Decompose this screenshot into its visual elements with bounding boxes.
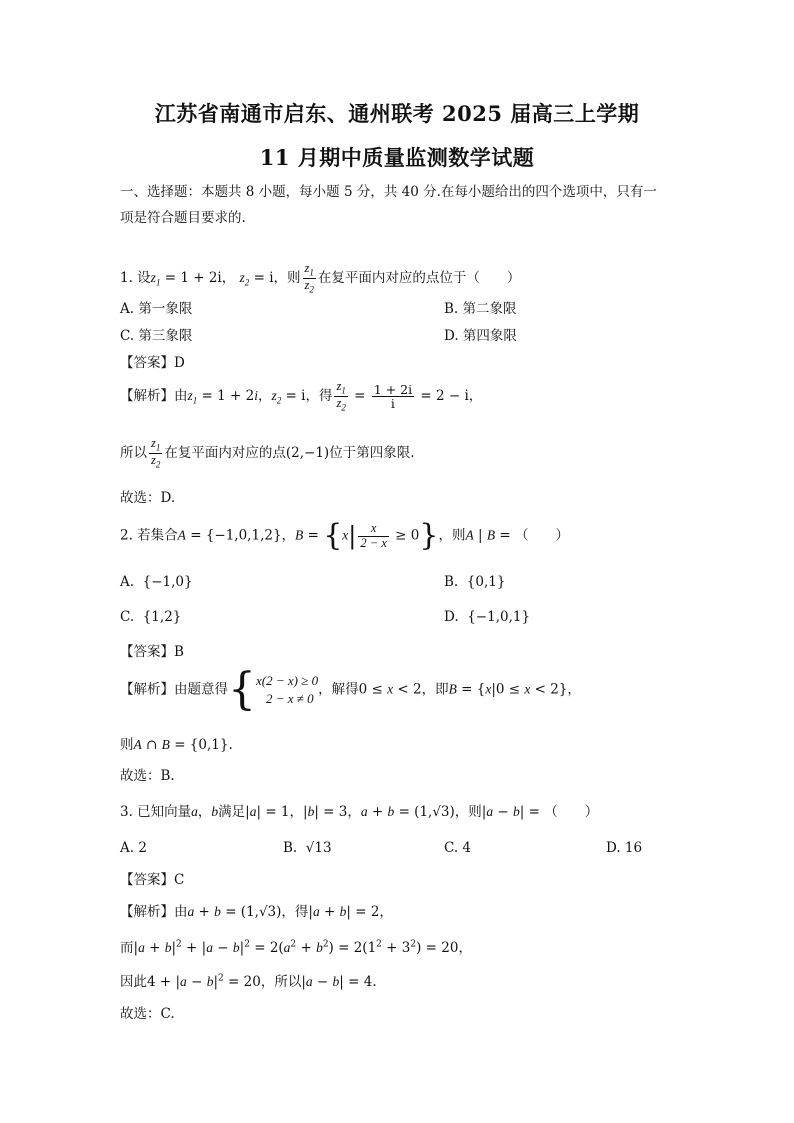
q3-answer: 【答案】C: [120, 872, 185, 888]
q3-option-c: C. 4: [444, 840, 472, 856]
title-line-2: 11 月期中质量监测数学试题: [259, 145, 535, 170]
q1-option-b: B. 第二象限: [444, 301, 517, 317]
q2-analysis: 【解析】由题意得{ x(2 − x) ≥ 0 2 − x ≠ 0 ，解得0 ≤ x < 2，即B = {x|0 ≤ x < 2}，: [120, 664, 581, 715]
q1-answer: 【答案】D: [120, 355, 185, 371]
q2-option-b: B. {0,1}: [444, 574, 506, 590]
q1-prefix: 1. 设: [120, 269, 151, 286]
q2-option-d: D. {−1,0,1}: [444, 609, 531, 625]
section-intro-line-2: 项是符合题目要求的.: [120, 210, 246, 226]
q3-analysis-1: 【解析】由a + b = (1,√3)，得|a + b| = 2，: [120, 904, 393, 920]
q1-then: ，则: [273, 269, 301, 286]
q1-option-a: A. 第一象限: [120, 301, 193, 317]
q3-option-b: B. √13: [283, 840, 332, 856]
q1-suffix: 在复平面内对应的点位于（ ）: [317, 269, 521, 286]
q2-option-a: A. {−1,0}: [120, 574, 193, 590]
q3-option-d: D. 16: [606, 840, 643, 856]
section-intro-line-1: 一、选择题：本题共 8 小题，每小题 5 分，共 40 分.在每小题给出的四个选项中，只有一: [120, 184, 657, 200]
q1-option-d: D. 第四象限: [444, 328, 517, 344]
q1-stem: 1. 设$z_1 = 1 + 2i$， $z_2 = i$，则 $\frac{z_1}{z_2}$ 在复平面内对应的点位于（ ）: [120, 261, 521, 295]
q3-analysis-2: 而$|a + b|^2 + |a - b|^2 = 2(a^2 + b^2) = 2(1^2 + 3^2) = 20$，: [120, 939, 472, 956]
q1-analysis: 【解析】由$z_1 = 1 + 2i$，$z_2 = i$，得 $\frac{z_1}{z_2}$ = $\frac{1 + 2i}{i}$ = 2 − i，: [120, 379, 483, 413]
title-line-1: 江苏省南通市启东、通州联考 2025 届高三上学期: [154, 101, 640, 126]
q2-stem: 2. 若集合A = {−1,0,1,2}，B = {x| $\frac{x}{2 - x}$ ≥ 0}，则A | B = （ ）: [120, 518, 569, 553]
q2-conclusion: 则A ∩ B = {0,1}.: [120, 737, 233, 753]
q1-conclusion: 所以 $\frac{z_1}{z_2}$ 在复平面内对应的点(2,−1)位于第四象限.: [120, 436, 415, 470]
q3-option-a: A. 2: [120, 840, 147, 856]
q1-pick: 故选：D.: [120, 490, 176, 506]
q3-stem: 3. 已知向量a，b满足|a| = 1，|b| = 3，a + b = (1,√3)，则|a − b| = （ ）: [120, 804, 599, 820]
q2-pick: 故选：B.: [120, 768, 175, 784]
q3-pick: 故选：C.: [120, 1006, 175, 1022]
q1-option-c: C. 第三象限: [120, 328, 193, 344]
q3-analysis-3: 因此$4 + |a - b|^2 = 20$，所以|a − b| = 4.: [120, 973, 377, 990]
q2-answer: 【答案】B: [120, 644, 184, 660]
q2-option-c: C. {1,2}: [120, 609, 182, 625]
